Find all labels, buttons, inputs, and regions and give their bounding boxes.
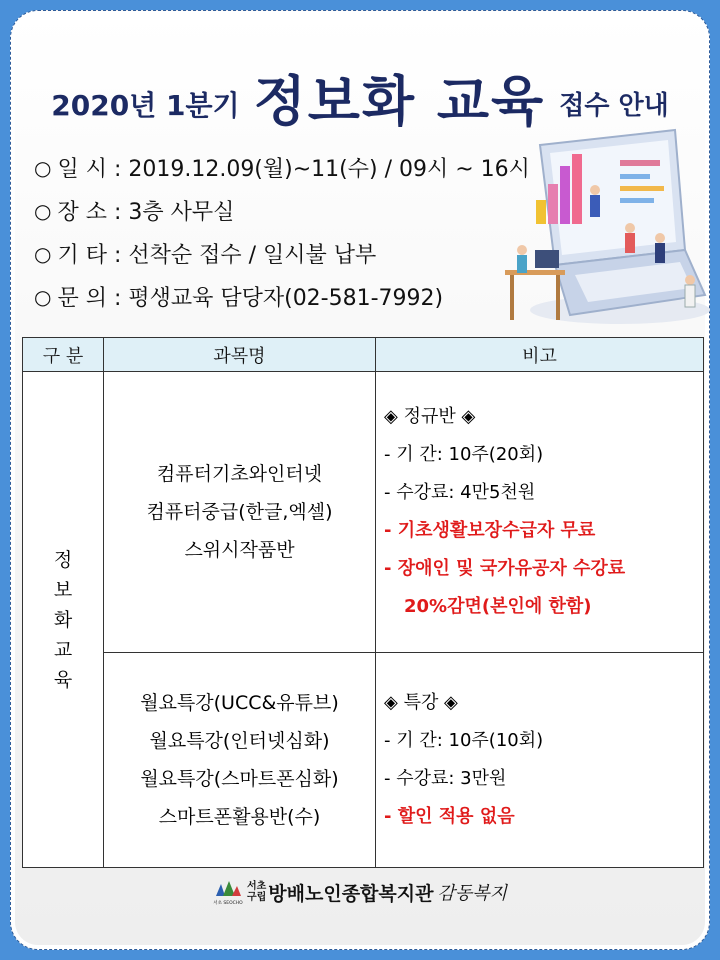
category-cell bbox=[23, 372, 104, 868]
note-line-highlight: - 장애인 및 국가유공자 수강료 bbox=[384, 558, 626, 579]
info-text: 문 의 : 평생교육 담당자(02-581-7992) bbox=[57, 286, 444, 311]
subject-cell bbox=[104, 653, 376, 868]
footer-small-label bbox=[247, 881, 266, 903]
circle-bullet-icon: ○ bbox=[34, 241, 52, 266]
note-line-highlight: - 할인 적용 없음 bbox=[384, 806, 515, 827]
note-line: ◈ 정규반 ◈ bbox=[384, 406, 476, 427]
subject-item: 컴퓨터기초와인터넷 bbox=[156, 463, 323, 485]
info-text: 기 타 : 선착순 접수 / 일시불 납부 bbox=[57, 243, 377, 268]
category-char: 화 bbox=[53, 608, 73, 631]
subject-item: 스마트폰활용반(수) bbox=[158, 806, 321, 828]
info-item-etc bbox=[34, 232, 534, 275]
circle-bullet-icon: ○ bbox=[34, 284, 52, 309]
note-line: - 수강료: 3만원 bbox=[384, 768, 507, 789]
circle-bullet-icon: ○ bbox=[34, 155, 52, 180]
info-item-date bbox=[34, 146, 534, 189]
circle-bullet-icon: ○ bbox=[34, 198, 52, 223]
header-note: 비고 bbox=[376, 338, 704, 372]
info-item-contact bbox=[34, 275, 534, 318]
note-line: - 수강료: 4만5천원 bbox=[384, 482, 536, 503]
note-line: - 기 간: 10주(10회) bbox=[384, 730, 544, 751]
info-text: 일 시 : 2019.12.09(월)~11(수) / 09시 ~ 16시 bbox=[57, 157, 530, 182]
course-table bbox=[22, 337, 704, 868]
table-row bbox=[23, 653, 704, 868]
logo-caption: 서초 SEOCHO bbox=[213, 901, 243, 906]
subject-item: 월요특강(스마트폰심화) bbox=[140, 768, 339, 790]
category-char: 교 bbox=[53, 638, 73, 661]
title-main: 정보화 교육 bbox=[253, 70, 546, 133]
footer-slogan: 감동복지 bbox=[437, 883, 508, 904]
footer-org-name: 방배노인종합복지관 bbox=[268, 882, 434, 905]
subject-item: 컴퓨터중급(한글,엑셀) bbox=[146, 501, 333, 523]
category-char: 보 bbox=[53, 578, 73, 601]
info-text: 장 소 : 3층 사무실 bbox=[57, 200, 235, 225]
footer-small-bottom: 구립 bbox=[246, 892, 267, 903]
subject-item: 스위시작품반 bbox=[184, 539, 295, 561]
table-row bbox=[23, 372, 704, 653]
footer-small-top: 서초 bbox=[246, 881, 267, 892]
note-line-highlight: - 기초생활보장수급자 무료 bbox=[384, 520, 596, 541]
title-prefix: 2020년 1분기 bbox=[51, 89, 240, 122]
subject-item: 월요특강(UCC&유튜브) bbox=[140, 692, 339, 714]
note-cell bbox=[376, 372, 704, 653]
note-cell bbox=[376, 653, 704, 868]
subject-item: 월요특강(인터넷심화) bbox=[149, 730, 330, 752]
header-category: 구 분 bbox=[23, 338, 104, 372]
note-line: - 기 간: 10주(20회) bbox=[384, 444, 544, 465]
category-char: 정 bbox=[53, 548, 73, 571]
seocho-logo-icon bbox=[213, 878, 243, 906]
table-header-row bbox=[23, 338, 704, 372]
note-line: ◈ 특강 ◈ bbox=[384, 692, 458, 713]
info-item-place bbox=[34, 189, 534, 232]
category-char: 육 bbox=[53, 668, 73, 691]
note-line-highlight: 20%감면(본인에 한함) bbox=[404, 596, 592, 617]
subject-cell bbox=[104, 372, 376, 653]
title-suffix: 접수 안내 bbox=[559, 91, 669, 121]
header-subject: 과목명 bbox=[104, 338, 376, 372]
info-list bbox=[34, 146, 534, 318]
footer-brand bbox=[0, 872, 720, 912]
laptop-people-illustration-icon bbox=[500, 120, 710, 335]
